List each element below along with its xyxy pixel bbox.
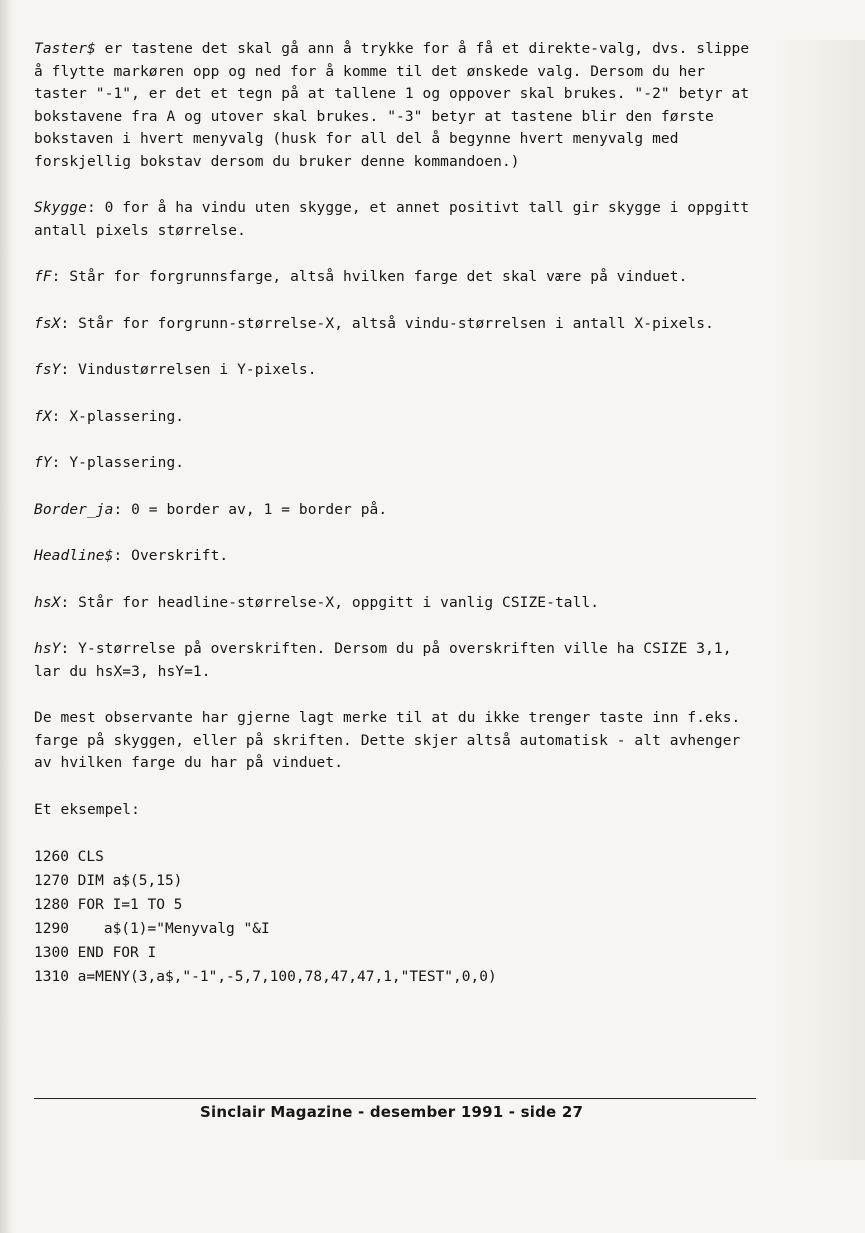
- code-line: 1260 CLS: [34, 849, 104, 865]
- param-description: : Står for headline-størrelse-X, oppgitt i vanlig CSIZE-tall.: [60, 594, 600, 611]
- param-description: : Står for forgrunn-størrelse-X, altså vindu-størrelsen i antall X-pixels.: [60, 315, 714, 332]
- param-fsy: [34, 359, 764, 382]
- param-border: [34, 499, 764, 522]
- code-line: 1300 END FOR I: [34, 945, 157, 961]
- code-line: 1290 a$(1)="Menyvalg "&I: [34, 921, 270, 937]
- param-description: : Overskrift.: [113, 548, 229, 564]
- observant-paragraph: De mest observante har gjerne lagt merke til at du ikke trenger taste inn f.eks. farge på skyggen, eller på skriften. Dette skjer altså automatisk - alt avhenger av hvilken farge du har på vinduet.: [34, 710, 741, 771]
- param-term: fF: [34, 269, 52, 285]
- param-term: fsY: [34, 362, 61, 378]
- param-description: : 0 for å ha vindu uten skygge, et annet positivt tall gir skygge i oppgitt antall pixels størrelse.: [34, 200, 750, 239]
- param-taster: [34, 38, 758, 173]
- param-skygge: [34, 197, 758, 242]
- code-listing: [34, 845, 764, 989]
- code-line: 1280 FOR I=1 TO 5: [34, 897, 183, 913]
- page-footer: Sinclair Magazine - desember 1991 - side 27: [200, 1103, 584, 1121]
- scan-edge-shadow: [0, 0, 14, 1233]
- param-description: : X-plassering.: [51, 408, 185, 425]
- footer-rule: [34, 1098, 756, 1099]
- article-body: [34, 38, 764, 989]
- param-term: Skygge: [34, 200, 87, 216]
- param-description: : Y-plassering.: [51, 455, 185, 471]
- param-term: fX: [34, 408, 52, 425]
- param-fx: [34, 406, 764, 429]
- page-bleed-through: [775, 40, 865, 1160]
- param-hsy: [34, 638, 758, 683]
- param-description: : Vindustørrelsen i Y-pixels.: [60, 362, 317, 378]
- param-term: fsX: [34, 315, 61, 332]
- param-description: : Y-størrelse på overskriften. Dersom du på overskriften ville ha CSIZE 3,1, lar du hsX=3, hsY=1.: [34, 641, 732, 680]
- code-line: 1270 DIM a$(5,15): [34, 873, 183, 889]
- param-description: er tastene det skal gå ann å trykke for å få et direkte-valg, dvs. slippe å flytte markøren opp og ned for å komme til det ønskede valg. Dersom du her taster "-1", er det et tegn på at tallene 1 og oppover skal brukes. "-2" betyr at bokstavene fra A og utover skal brukes. "-3" betyr at tastene blir den første bokstaven i hvert menyvalg (husk for all del å begynne hvert menyvalg med forskjellig bokstav dersom du bruker denne kommandoen.): [34, 41, 750, 170]
- param-term: Border_ja: [34, 501, 114, 518]
- code-line: 1310 a=MENY(3,a$,"-1",-5,7,100,78,47,47,1,"TEST",0,0): [34, 969, 497, 985]
- param-term: Headline$: [34, 548, 114, 564]
- param-term: Taster$: [34, 41, 96, 57]
- param-ff: [34, 266, 764, 289]
- param-hsx: [34, 592, 764, 615]
- param-term: hsY: [34, 641, 61, 657]
- param-fy: [34, 452, 764, 475]
- param-fsx: [34, 313, 764, 336]
- param-headline: [34, 545, 764, 568]
- param-term: hsX: [34, 594, 61, 611]
- example-heading: Et eksempel:: [34, 801, 140, 818]
- param-description: : Står for forgrunnsfarge, altså hvilken farge det skal være på vinduet.: [51, 269, 688, 285]
- param-description: : 0 = border av, 1 = border på.: [113, 501, 388, 518]
- param-term: fY: [34, 455, 52, 471]
